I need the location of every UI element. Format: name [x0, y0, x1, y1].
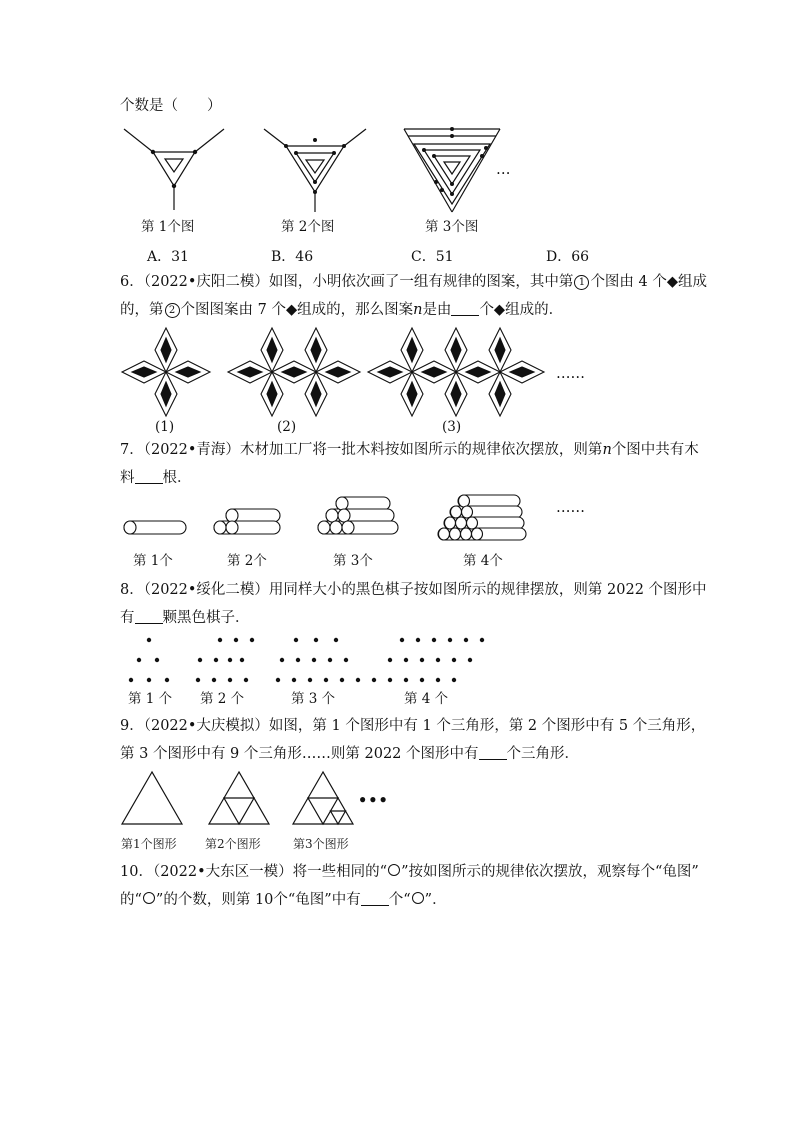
q6-stem-line2: 的，第 2 个图图案由 7 个◆组成的，那么图案n是由 个◆组成的． — [120, 302, 564, 318]
q5-option-a[interactable]: A．31 — [147, 249, 189, 265]
q8-caption-2: 第 2 个 — [200, 691, 245, 707]
q9-stem-line2: 第 3 个图形中有 9 个三角形……则第 2022 个图形中有 个三角形． — [120, 746, 580, 762]
q7-caption-3: 第 3个 — [333, 553, 373, 569]
q10-answer-blank[interactable] — [361, 891, 389, 906]
q6-caption-1: (1) — [155, 419, 175, 435]
q8-stem-line1: 8．（2022•绥化二模）用同样大小的黑色棋子按如图所示的规律摆放，则第 2022 个图形中 — [120, 582, 707, 598]
q7-caption-2: 第 2个 — [227, 553, 267, 569]
q10-stem-line1: 10．（2022•大东区一模）将一些相同的“ ”按如图所示的规律依次摆放，观察每个“龟图” — [120, 864, 699, 880]
q9-figure — [118, 768, 368, 830]
q7-answer-blank[interactable] — [135, 469, 163, 484]
q7-caption-4: 第 4个 — [463, 553, 503, 569]
q9-stem-line1: 9．（2022•大庆模拟）如图，第 1 个图形中有 1 个三角形，第 2 个图形中有 5 个三角形， — [120, 718, 706, 734]
q5-caption-1: 第 1个图 — [141, 219, 195, 235]
q8-caption-4: 第 4 个 — [404, 691, 449, 707]
q7-caption-1: 第 1个 — [133, 553, 173, 569]
q9-ellipsis: ••• — [358, 792, 389, 809]
q6-caption-2: (2) — [277, 419, 297, 435]
q8-figure — [118, 630, 498, 690]
q9-caption-3: 第3个图形 — [293, 837, 349, 851]
q10-stem-line2: 的“ ”的个数，则第 10个“龟图”中有 个“ ”． — [120, 892, 447, 908]
q8-answer-blank[interactable] — [135, 609, 163, 624]
q5-caption-3: 第 3个图 — [425, 219, 479, 235]
q6-stem-line1: 6．（2022•庆阳二模）如图，小明依次画了一组有规律的图案，其中第 1 个图由 4 个◆组成 — [120, 274, 708, 290]
q5-option-d[interactable]: D．66 — [546, 249, 590, 265]
circle-icon — [412, 892, 424, 904]
circle-icon — [143, 892, 155, 904]
q5-option-b[interactable]: B．46 — [271, 249, 314, 265]
q7-stem-line1: 7．（2022•青海）木材加工厂将一批木料按如图所示的规律依次摆放，则第n个图中共有木 — [120, 442, 699, 458]
q5-option-c[interactable]: C．51 — [411, 249, 454, 265]
q7-stem-line2: 料 根． — [120, 470, 192, 486]
q5-caption-2: 第 2个图 — [281, 219, 335, 235]
q9-answer-blank[interactable] — [479, 745, 507, 760]
q8-stem-line2: 有 颗黑色棋子． — [120, 610, 250, 626]
q6-ellipsis: …… — [556, 366, 585, 382]
q9-caption-2: 第2个图形 — [205, 837, 261, 851]
q8-caption-3: 第 3 个 — [291, 691, 336, 707]
circled-2: 2 — [165, 303, 180, 318]
q6-figure — [118, 326, 548, 418]
q5-figure-2 — [260, 124, 370, 214]
q6-caption-3: (3) — [442, 419, 462, 435]
q7-figure — [118, 492, 538, 544]
circled-1: 1 — [574, 275, 589, 290]
q5-stem-tail: 个数是（ ） — [120, 98, 222, 114]
q5-figure-1 — [120, 124, 230, 214]
circle-icon — [388, 864, 400, 876]
q7-ellipsis: …… — [556, 500, 585, 516]
q5-ellipsis: … — [496, 162, 511, 178]
q8-caption-1: 第 1 个 — [128, 691, 173, 707]
q6-answer-blank[interactable] — [451, 301, 479, 316]
q9-caption-1: 第1个图形 — [121, 837, 177, 851]
